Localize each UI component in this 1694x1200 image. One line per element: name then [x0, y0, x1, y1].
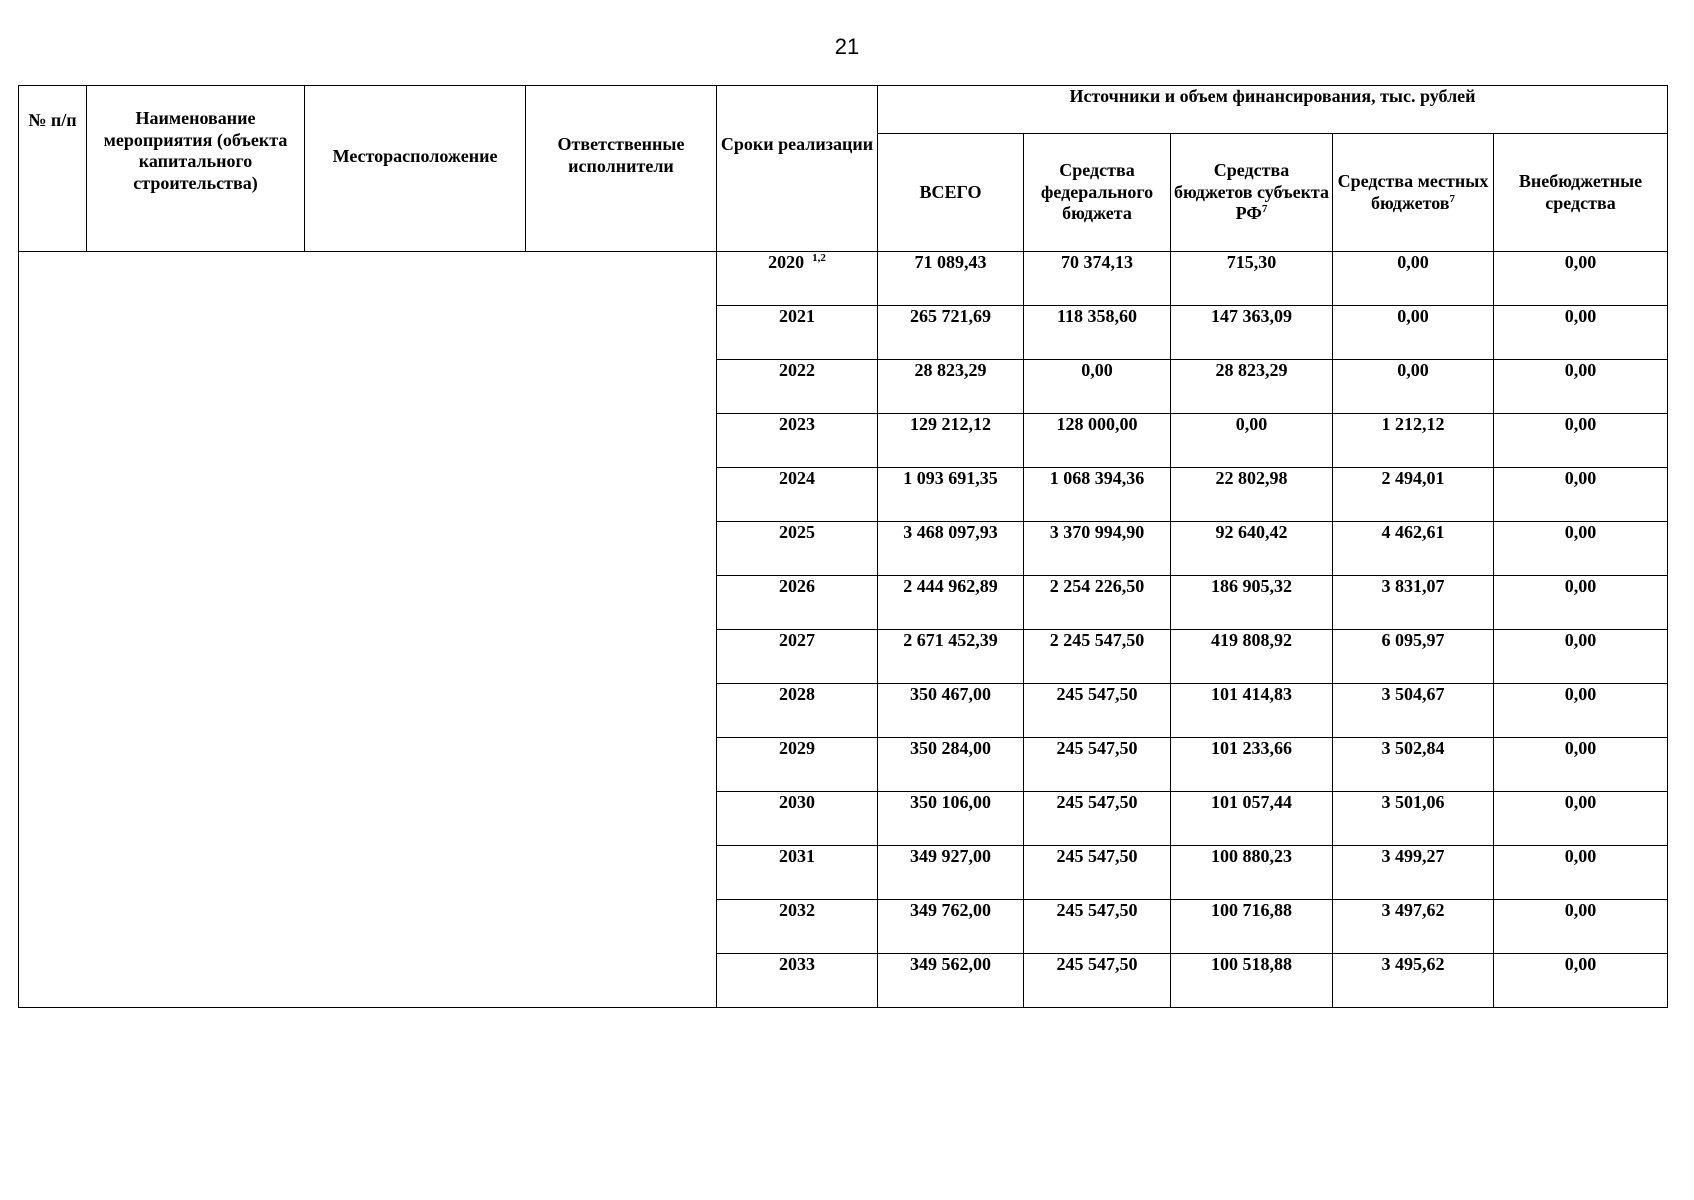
cell-federal: 245 547,50: [1024, 684, 1171, 738]
cell-year: [717, 792, 878, 846]
cell-local: 3 495,62: [1333, 954, 1494, 1008]
cell-regional: 101 233,66: [1171, 738, 1333, 792]
header-local-label: Средства местных бюджетов: [1337, 170, 1489, 213]
cell-total: 350 284,00: [878, 738, 1024, 792]
cell-year-value: 2026: [779, 576, 815, 596]
table-body: [19, 252, 1668, 1008]
cell-extra: 0,00: [1494, 630, 1668, 684]
cell-local: 2 494,01: [1333, 468, 1494, 522]
cell-year-value: 2032: [779, 900, 815, 920]
cell-regional: 28 823,29: [1171, 360, 1333, 414]
cell-year-value: 2020: [768, 252, 805, 272]
cell-year: [717, 522, 878, 576]
header-location: Месторасположение: [305, 86, 526, 252]
cell-total: 349 927,00: [878, 846, 1024, 900]
cell-year: [717, 252, 878, 306]
cell-regional: 101 414,83: [1171, 684, 1333, 738]
cell-extra: 0,00: [1494, 792, 1668, 846]
cell-total: 129 212,12: [878, 414, 1024, 468]
cell-year: [717, 846, 878, 900]
cell-year: [717, 414, 878, 468]
cell-extra: 0,00: [1494, 252, 1668, 306]
cell-total: 71 089,43: [878, 252, 1024, 306]
header-regional-footnote: 7: [1261, 203, 1268, 216]
cell-federal: 1 068 394,36: [1024, 468, 1171, 522]
cell-regional: 101 057,44: [1171, 792, 1333, 846]
cell-year-value: 2022: [779, 360, 815, 380]
header-sources-group: Источники и объем финансирования, тыс. рублей: [878, 86, 1668, 134]
cell-extra: 0,00: [1494, 468, 1668, 522]
cell-extra: 0,00: [1494, 954, 1668, 1008]
header-regional-label: Средства бюджетов субъекта РФ: [1174, 160, 1329, 224]
cell-year: [717, 900, 878, 954]
cell-year-value: 2029: [779, 738, 815, 758]
cell-local: 3 502,84: [1333, 738, 1494, 792]
cell-local: 3 831,07: [1333, 576, 1494, 630]
cell-year: [717, 468, 878, 522]
cell-local: 0,00: [1333, 252, 1494, 306]
cell-year-value: 2027: [779, 630, 815, 650]
cell-federal: 0,00: [1024, 360, 1171, 414]
cell-federal: 128 000,00: [1024, 414, 1171, 468]
cell-regional: 22 802,98: [1171, 468, 1333, 522]
cell-total: 350 467,00: [878, 684, 1024, 738]
cell-local: 0,00: [1333, 306, 1494, 360]
cell-local: 3 499,27: [1333, 846, 1494, 900]
header-local: [1333, 134, 1494, 252]
header-total: ВСЕГО: [878, 134, 1024, 252]
cell-year: [717, 684, 878, 738]
cell-total: 28 823,29: [878, 360, 1024, 414]
cell-regional: 715,30: [1171, 252, 1333, 306]
table-row: [19, 252, 1668, 306]
cell-extra: 0,00: [1494, 576, 1668, 630]
cell-year-value: 2028: [779, 684, 815, 704]
cell-extra: 0,00: [1494, 522, 1668, 576]
cell-regional: 186 905,32: [1171, 576, 1333, 630]
cell-federal: 245 547,50: [1024, 846, 1171, 900]
cell-extra: 0,00: [1494, 900, 1668, 954]
cell-federal: 2 254 226,50: [1024, 576, 1171, 630]
cell-year-value: 2024: [779, 468, 815, 488]
cell-year-value: 2023: [779, 414, 815, 434]
cell-local: 1 212,12: [1333, 414, 1494, 468]
cell-regional: 0,00: [1171, 414, 1333, 468]
cell-extra: 0,00: [1494, 738, 1668, 792]
header-responsible: Ответственные исполнители: [526, 86, 717, 252]
cell-year-value: 2021: [779, 306, 815, 326]
cell-federal: 245 547,50: [1024, 954, 1171, 1008]
financing-table: [18, 85, 1668, 1008]
cell-federal: 3 370 994,90: [1024, 522, 1171, 576]
cell-local: 4 462,61: [1333, 522, 1494, 576]
cell-local: 3 501,06: [1333, 792, 1494, 846]
cell-federal: 70 374,13: [1024, 252, 1171, 306]
cell-total: 350 106,00: [878, 792, 1024, 846]
cell-regional: 100 880,23: [1171, 846, 1333, 900]
cell-extra: 0,00: [1494, 306, 1668, 360]
cell-federal: 2 245 547,50: [1024, 630, 1171, 684]
header-federal: Средства федерального бюджета: [1024, 134, 1171, 252]
cell-extra: 0,00: [1494, 846, 1668, 900]
cell-year-footnote: 1,2: [812, 252, 826, 264]
cell-extra: 0,00: [1494, 684, 1668, 738]
cell-total: 3 468 097,93: [878, 522, 1024, 576]
header-extra: Внебюджетные средства: [1494, 134, 1668, 252]
cell-federal: 245 547,50: [1024, 792, 1171, 846]
header-local-footnote: 7: [1449, 192, 1455, 205]
cell-extra: 0,00: [1494, 414, 1668, 468]
header-regional: [1171, 134, 1333, 252]
cell-total: 1 093 691,35: [878, 468, 1024, 522]
cell-local: 0,00: [1333, 360, 1494, 414]
cell-regional: 100 716,88: [1171, 900, 1333, 954]
cell-year: [717, 954, 878, 1008]
cell-local: 3 497,62: [1333, 900, 1494, 954]
cell-year-value: 2025: [779, 522, 815, 542]
header-period: Сроки реализации: [717, 86, 878, 252]
cell-total: 2 671 452,39: [878, 630, 1024, 684]
cell-total: 265 721,69: [878, 306, 1024, 360]
cell-regional: 92 640,42: [1171, 522, 1333, 576]
cell-year-value: 2031: [779, 846, 815, 866]
merged-empty-cell: [19, 252, 717, 1008]
cell-local: 3 504,67: [1333, 684, 1494, 738]
cell-year: [717, 360, 878, 414]
cell-total: 2 444 962,89: [878, 576, 1024, 630]
cell-local: 6 095,97: [1333, 630, 1494, 684]
page-number: 21: [834, 34, 860, 59]
header-no: № п/п: [19, 86, 87, 252]
cell-federal: 245 547,50: [1024, 738, 1171, 792]
cell-year: [717, 630, 878, 684]
cell-year-value: 2030: [779, 792, 815, 812]
cell-extra: 0,00: [1494, 360, 1668, 414]
cell-total: 349 762,00: [878, 900, 1024, 954]
cell-year: [717, 576, 878, 630]
cell-total: 349 562,00: [878, 954, 1024, 1008]
cell-regional: 419 808,92: [1171, 630, 1333, 684]
cell-regional: 100 518,88: [1171, 954, 1333, 1008]
cell-year: [717, 738, 878, 792]
cell-year: [717, 306, 878, 360]
cell-year-value: 2033: [779, 954, 815, 974]
cell-federal: 118 358,60: [1024, 306, 1171, 360]
cell-regional: 147 363,09: [1171, 306, 1333, 360]
cell-federal: 245 547,50: [1024, 900, 1171, 954]
header-name: Наименование мероприятия (объекта капитального строительства): [87, 86, 305, 252]
